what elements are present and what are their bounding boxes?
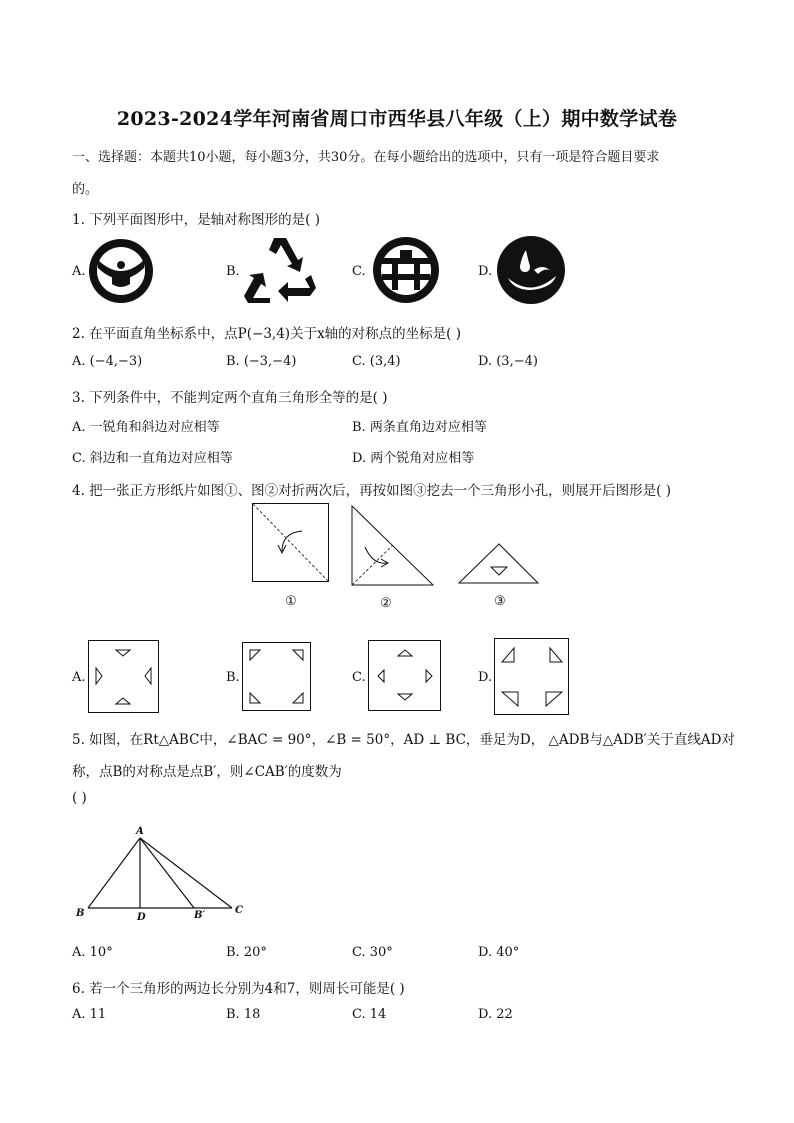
q4-option-b-figure (242, 642, 312, 712)
q6-option-b: B. 18 (226, 1007, 261, 1022)
q4-option-a-figure (88, 640, 160, 714)
q5-option-b: B. 20° (226, 945, 267, 960)
q4-figure-1-square-fold (252, 503, 330, 583)
section-heading-line1: 一、选择题：本题共10小题，每小题3分，共30分。在每小题给出的选项中，只有一项是符合题目要求 (72, 150, 660, 165)
q5-label-d: D (137, 912, 146, 923)
q3-option-b: B. 两条直角边对应相等 (352, 420, 487, 435)
question-3-stem: 3. 下列条件中，不能判定两个直角三角形全等的是( ) (72, 390, 388, 406)
q1-figure-c-emblem (370, 236, 442, 304)
q4-figure-2-triangle-fold (351, 505, 435, 587)
question-5-stem-line2: 称，点B的对称点是点B′，则∠CAB′的度数为 (72, 764, 342, 780)
q2-option-b: B. (−3,−4) (226, 354, 297, 369)
q4-option-b-label: B. (226, 670, 240, 685)
q3-option-c: C. 斜边和一直角边对应相等 (72, 451, 233, 466)
question-1-stem: 1. 下列平面图形中，是轴对称图形的是( ) (72, 212, 320, 228)
q5-label-c: C (235, 905, 243, 916)
q5-option-a: A. 10° (72, 945, 113, 960)
q4-fig-label-3: ③ (494, 594, 506, 609)
q4-option-d-figure (494, 638, 570, 716)
q1-option-c-label: C. (352, 264, 366, 279)
q1-figure-b-recycle (240, 236, 320, 304)
q6-option-a: A. 11 (72, 1007, 107, 1022)
q1-option-d-label: D. (478, 264, 493, 279)
q5-label-a: A (136, 826, 144, 837)
q4-option-a-label: A. (72, 670, 86, 685)
question-5-stem-line3: ( ) (72, 790, 87, 806)
q4-option-d-label: D. (478, 670, 493, 685)
q4-option-c-figure (368, 640, 442, 712)
q4-fig-label-2: ② (380, 596, 392, 611)
q4-option-c-label: C. (352, 670, 366, 685)
q4-fig-label-1: ① (285, 594, 297, 609)
q5-triangle-figure (74, 822, 250, 922)
q3-option-a: A. 一锐角和斜边对应相等 (72, 420, 220, 435)
q5-label-b: B (76, 908, 85, 919)
page-title: 2023-2024学年河南省周口市西华县八年级（上）期中数学试卷 (116, 108, 678, 130)
q6-option-d: D. 22 (478, 1007, 513, 1022)
question-4-stem: 4. 把一张正方形纸片如图①、图②对折两次后，再按如图③挖去一个三角形小孔，则展开后图形是( ) (72, 483, 671, 499)
question-5-stem-line1: 5. 如图，在Rt△ABC中，∠BAC = 90°，∠B = 50°，AD ⊥ BC，垂足为D， △ADB与△ADB′关于直线AD对 (72, 732, 735, 748)
q5-label-bprime: B′ (194, 910, 206, 921)
q5-option-d: D. 40° (478, 945, 520, 960)
q6-option-c: C. 14 (352, 1007, 387, 1022)
q3-option-d: D. 两个锐角对应相等 (352, 451, 475, 466)
q1-option-a-label: A. (72, 264, 86, 279)
q2-option-d: D. (3,−4) (478, 354, 538, 369)
section-heading-line2: 的。 (72, 182, 99, 197)
question-2-stem: 2. 在平面直角坐标系中，点P(−3,4)关于x轴的对称点的坐标是( ) (72, 326, 462, 342)
q5-option-c: C. 30° (352, 945, 393, 960)
question-6-stem: 6. 若一个三角形的两边长分别为4和7，则周长可能是( ) (72, 981, 405, 997)
q1-figure-d-emblem (496, 236, 566, 304)
q1-option-b-label: B. (226, 264, 240, 279)
q4-figure-3-cut-hole (458, 543, 540, 585)
q1-figure-a-emblem (88, 238, 154, 304)
q2-option-a: A. (−4,−3) (72, 354, 143, 369)
q2-option-c: C. (3,4) (352, 354, 401, 369)
